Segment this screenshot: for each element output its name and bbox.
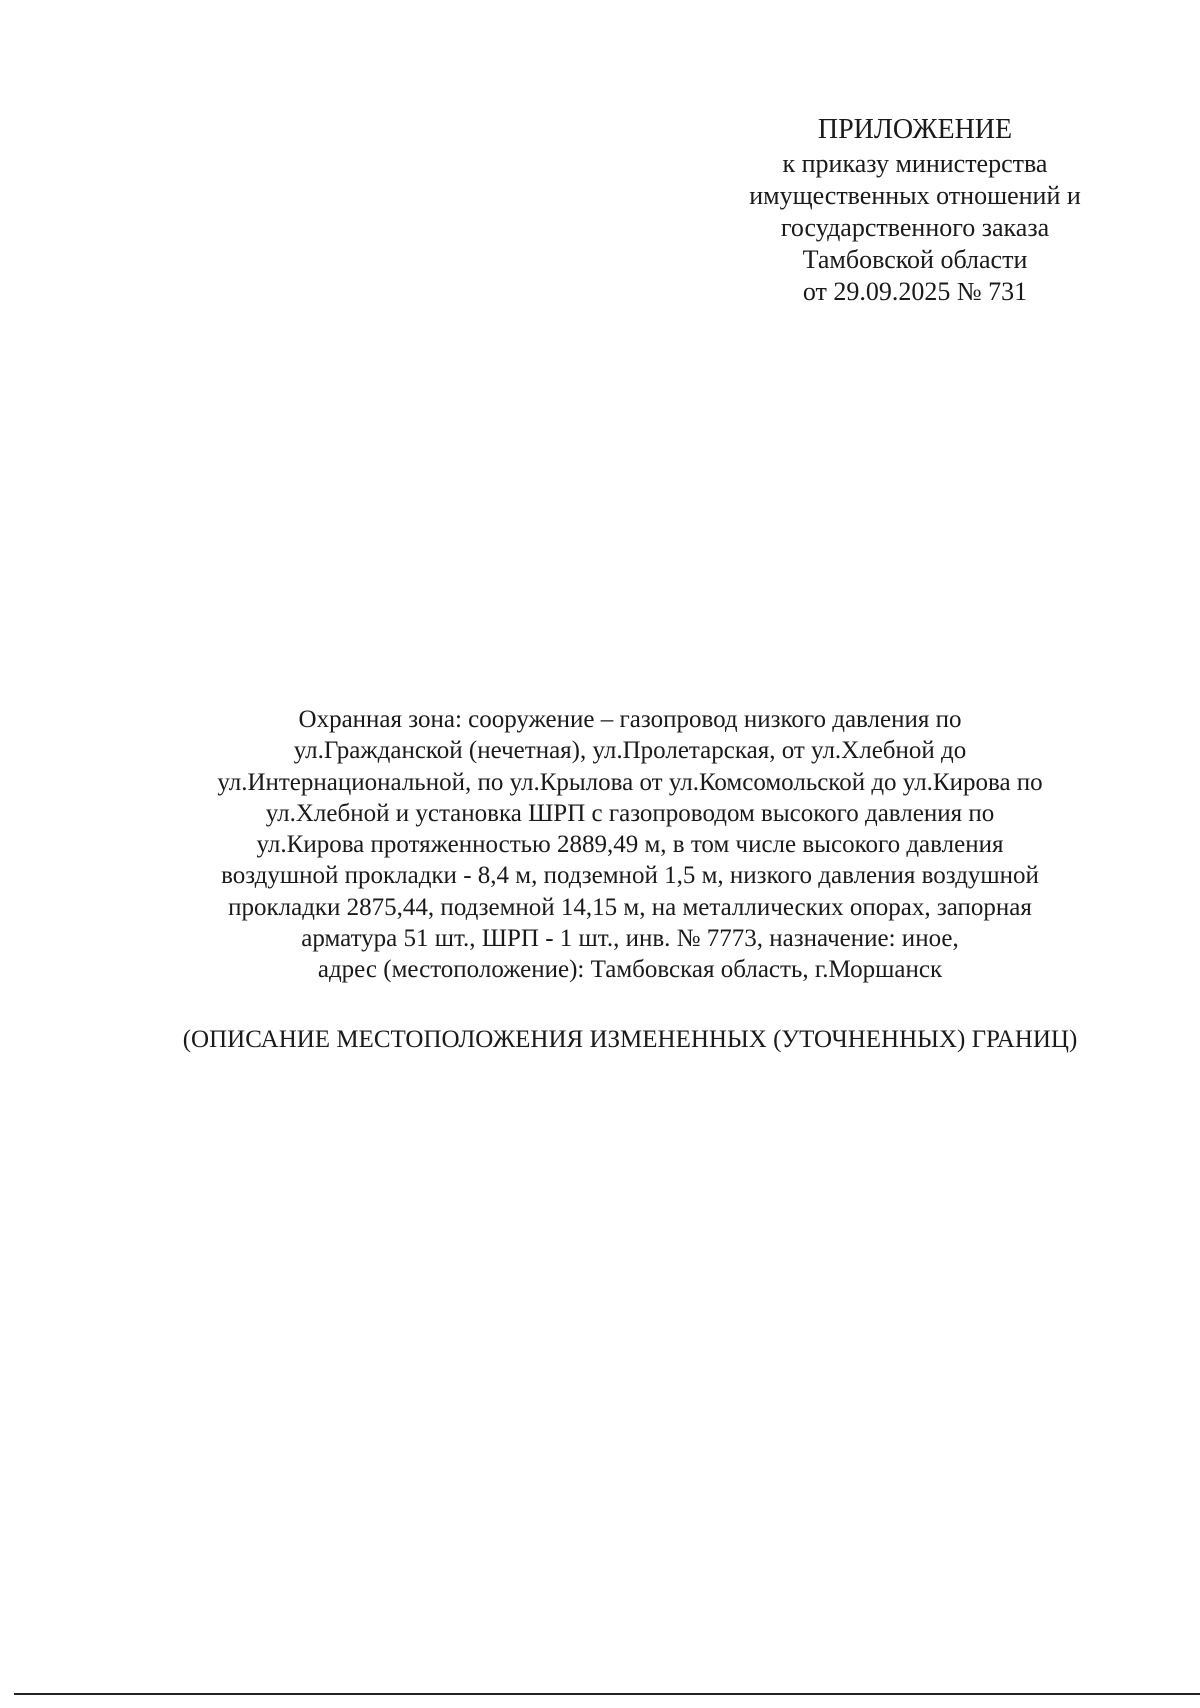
description-line: Охранная зона: сооружение – газопровод низкого давления по — [298, 706, 962, 733]
description-line: прокладки 2875,44, подземной 14,15 м, на металлических опорах, запорная — [228, 893, 1032, 921]
description-line: ул.Хлебной и установка ШРП с газопроводом высокого давления по — [265, 799, 995, 827]
appendix-line-date-number: от 29.09.2025 № 731 — [802, 277, 1028, 306]
boundaries-subtitle: (ОПИСАНИЕ МЕСТОПОЛОЖЕНИЯ ИЗМЕНЕННЫХ (УТОЧНЕННЫХ) ГРАНИЦ) — [182, 1026, 1078, 1053]
description-line: воздушной прокладки - 8,4 м, подземной 1,5 м, низкого давления воздушной — [221, 862, 1039, 890]
bottom-divider — [14, 1693, 1200, 1695]
appendix-line-region: Тамбовской области — [802, 245, 1028, 274]
appendix-line-order: к приказу министерства — [782, 149, 1048, 178]
description-line: адрес (местоположение): Тамбовская область, г.Моршанск — [317, 956, 943, 984]
appendix-line-procurement: государственного заказа — [780, 213, 1050, 242]
description-line: ул.Интернациональной, по ул.Крылова от ул.Комсомольской до ул.Кирова по — [217, 768, 1043, 796]
protection-zone-description — [160, 704, 1100, 986]
description-line: арматура 51 шт., ШРП - 1 шт., инв. № 7773, назначение: иное, — [301, 925, 959, 953]
appendix-title: ПРИЛОЖЕНИЕ — [817, 114, 1013, 145]
description-line: ул.Гражданской (нечетная), ул.Пролетарская, от ул.Хлебной до — [293, 737, 967, 765]
description-line: ул.Кирова протяженностью 2889,49 м, в том числе высокого давления — [256, 831, 1004, 859]
appendix-header — [715, 112, 1115, 308]
appendix-line-ministry: имущественных отношений и — [749, 181, 1081, 210]
